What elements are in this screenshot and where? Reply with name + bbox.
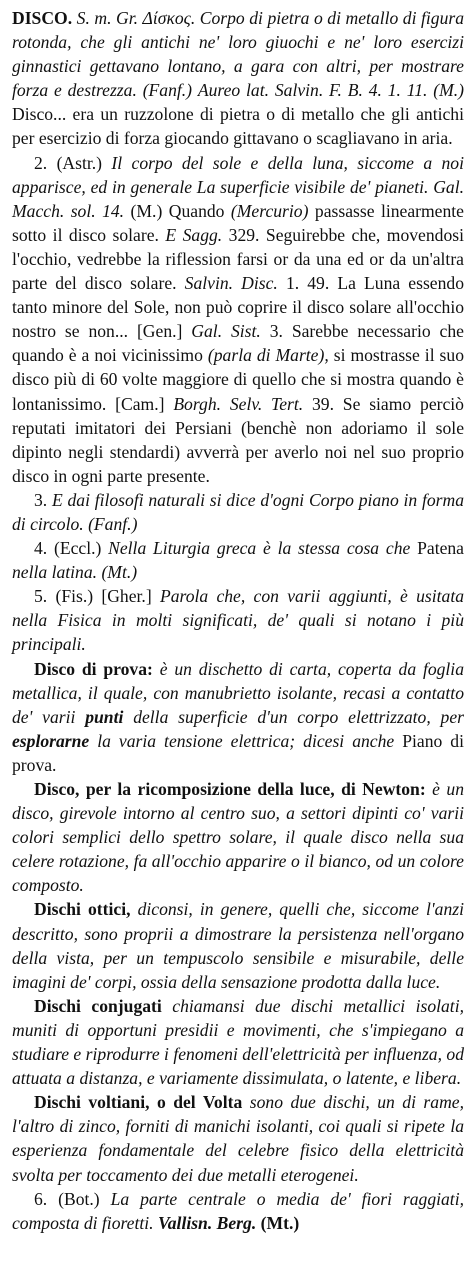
subentry-dischi-conjugati: Dischi conjugati chiamansi due dischi metallici isolati, muniti di opportuni presidii e movimenti, che s'impiegano a studiare e riprodurre i fenomeni dell'elettricità per influenza, od attuata a distanza, e variamente dissimulata, o latente, e libera. (12, 995, 464, 1089)
sense-3: 3. E dai filosofi naturali si dice d'ogni Corpo piano in forma di circolo. (Fanf.) (12, 489, 464, 534)
subentry-disco-newton: Disco, per la ricomposizione della luce, di Newton: è un disco, girevole intorno al centro suo, a settori dipinti co' varii colori semplici dello spettro solare, il quale disco nella sua celere rotazione, fa all'occhio apparire o il bianco, od un colore composto. (12, 779, 464, 896)
entry-disco: DISCO. S. m. Gr. Δίσκος. Corpo di pietra o di metallo di figura rotonda, che gli antichi ne' loro giuochi e ne' loro esercizi ginnastici gettavano lontano, a gara con altri, per mostrare forza e destrezza. (Fanf.) Aureo lat. Salvin. F. B. 4. 1. 11. (M.) Disco... era un ruzzolone di pietra o di metallo che gli antichi per esercizio di forza giocando gittavano o scagliavano in aria. (12, 8, 465, 149)
subentry-dischi-ottici: Dischi ottici, diconsi, in genere, quelli che, siccome l'anzi descritto, sono proprii a dimostrare la persistenza nell'organo della vista, per un tempuscolo sensibile e misurabile, delle imagini de' corpi, ossia della sensazione prodotta dalla luce. (12, 899, 465, 992)
sense-2: 2. (Astr.) Il corpo del sole e della luna, siccome a noi apparisce, ed in generale La superficie visibile de' pianeti. Gal. Macch. sol. 14. (M.) Quando (Mercurio) passasse linearmente sotto il disco solare. E Sagg. 329. Seguirebbe che, movendosi l'occhio, vedrebbe la riflession farsi or da una ed or da un'altra parte del disco solare. Salvin. Disc. 1. 49. La Luna essendo tanto minore del Sole, non può coprire il disco solare all'occhio nostro se non... [Gen.] Gal. Sist. 3. Sarebbe necessario che quando è a noi vicinissimo (parla di Marte), si mostrasse il suo disco più di 60 volte maggiore di quello che si mostra quando è lontanissimo. [Cam.] Borgh. Selv. Tert. 39. Se siamo perciò reputati imitatori dei Persiani (benchè non adoriamo il sole dipinto negli stendardi) avverrà per averlo noi nel suo proprio disco in ogni parte presente. (12, 152, 464, 486)
headword: DISCO. (12, 8, 73, 28)
definition: Corpo di pietra o di metallo di figura rotonda, che gli antichi ne' loro giuochi e ne' loro esercizi ginnastici gettavano lontano, a gara con altri, per mostrare forza e destrezza. (12, 8, 465, 101)
sense-6: 6. (Bot.) La parte centrale o media de' fiori raggiati, composta di fioretti. Vallisn. Berg. (Mt.) (12, 1188, 464, 1233)
sense-4: 4. (Eccl.) Nella Liturgia greca è la stessa cosa che Patena nella latina. (Mt.) (12, 538, 464, 583)
subentry-disco-di-prova: Disco di prova: è un dischetto di carta, coperta da foglia metallica, il quale, con manubrietto isolante, recasi a contatto de' varii punti della superficie d'un corpo elettrizzato, per esplorarne la varia tensione elettrica; dicesi anche Piano di prova. (12, 658, 465, 775)
subentry-dischi-voltiani: Dischi voltiani, o del Volta sono due dischi, un di rame, l'altro di zinco, forniti di manichi isolanti, coi quali si ripete la esperienza fondamentale del celebre fisico della elettricità svolta per toccamento dei due metalli eterogenei. (12, 1092, 464, 1185)
quotation: Disco... era un ruzzolone di pietra o di metallo che gli antichi per esercizio di forza giocando gittavano o scagliavano in aria. (12, 104, 464, 149)
sense-5: 5. (Fis.) [Gher.] Parola che, con varii aggiunti, è usitata nella Fisica in molti significati, de' quali si notano i più principali. (12, 586, 465, 655)
